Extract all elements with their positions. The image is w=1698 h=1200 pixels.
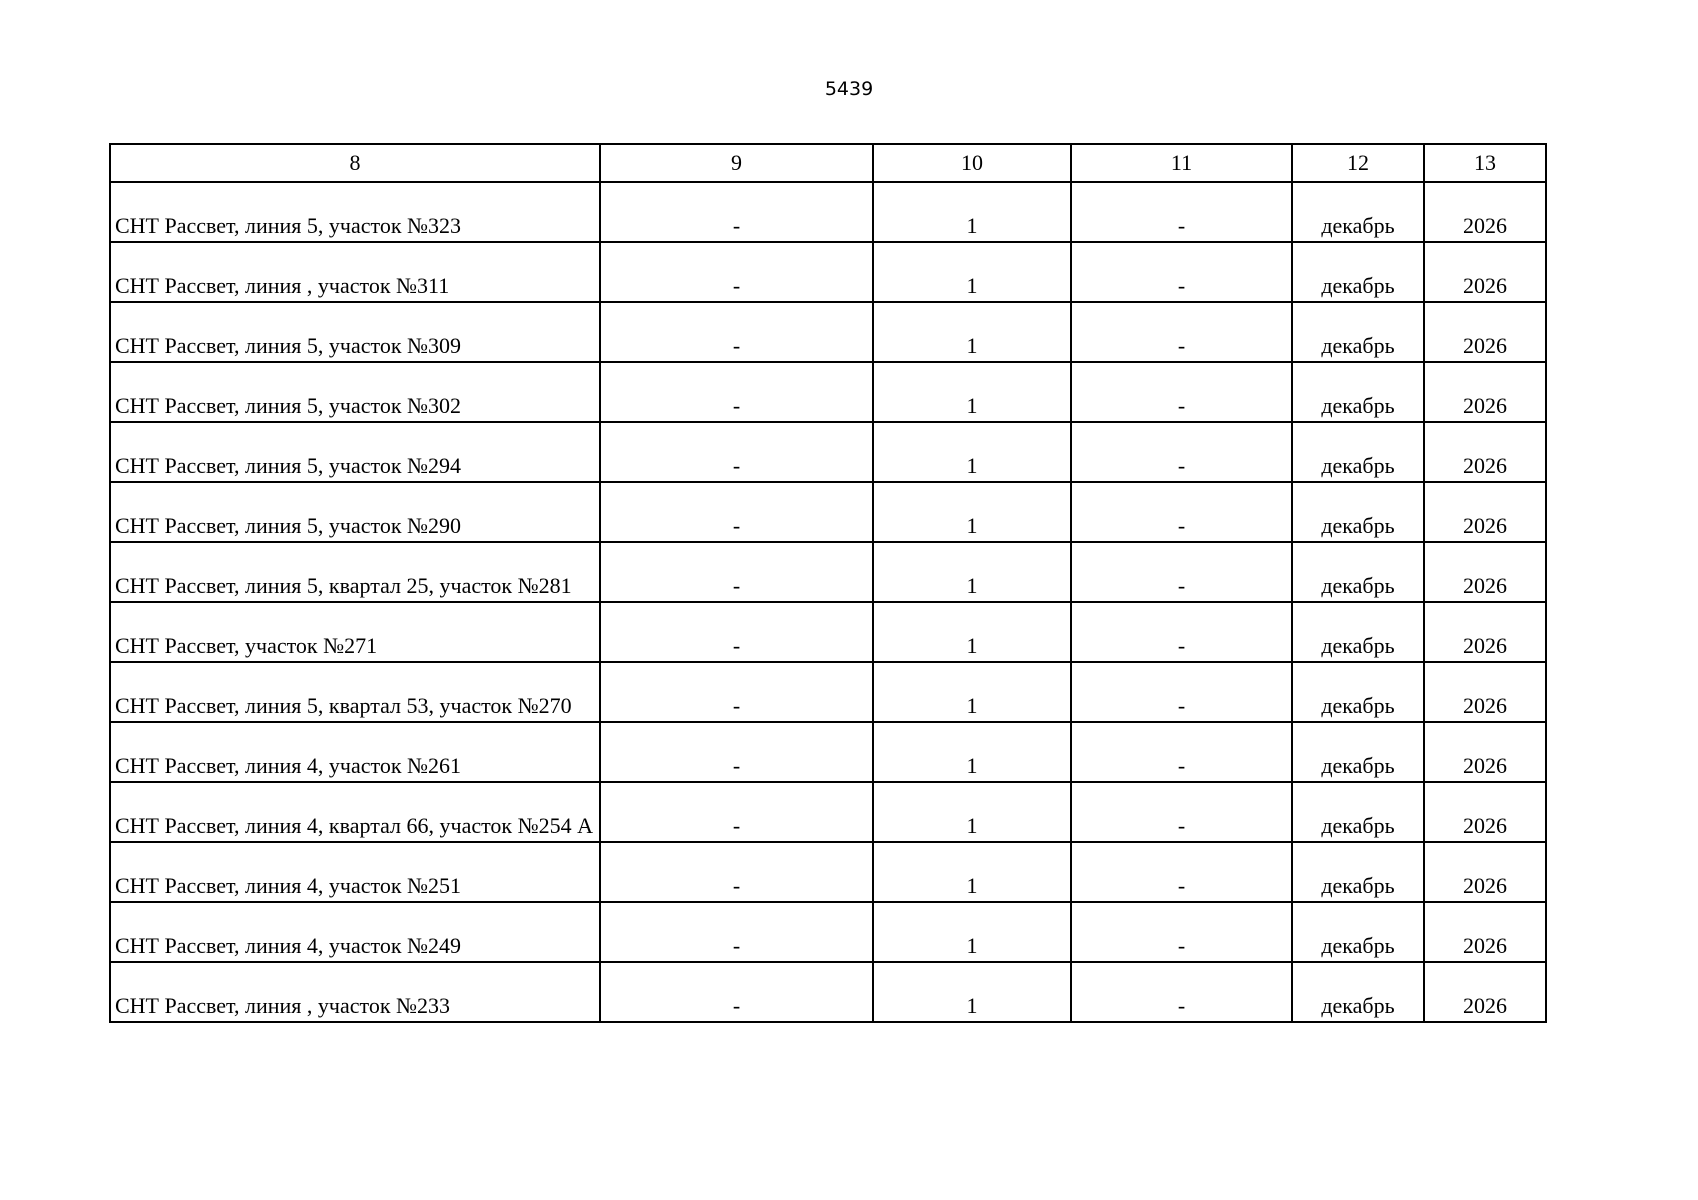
col11-cell: - <box>1071 422 1292 482</box>
col11-cell: - <box>1071 782 1292 842</box>
column-header: 12 <box>1292 144 1424 182</box>
quantity-cell: 1 <box>873 962 1071 1022</box>
quantity-cell: 1 <box>873 902 1071 962</box>
address-cell: СНТ Рассвет, участок №271 <box>110 602 600 662</box>
quantity-cell: 1 <box>873 782 1071 842</box>
year-cell: 2026 <box>1424 542 1546 602</box>
month-cell: декабрь <box>1292 782 1424 842</box>
table-row <box>110 662 1546 722</box>
year-cell: 2026 <box>1424 962 1546 1022</box>
col9-cell: - <box>600 242 873 302</box>
month-cell: декабрь <box>1292 842 1424 902</box>
year-cell: 2026 <box>1424 722 1546 782</box>
address-cell: СНТ Рассвет, линия , участок №311 <box>110 242 600 302</box>
col9-cell: - <box>600 302 873 362</box>
col11-cell: - <box>1071 362 1292 422</box>
address-cell: СНТ Рассвет, линия 5, участок №294 <box>110 422 600 482</box>
table-row <box>110 302 1546 362</box>
col9-cell: - <box>600 542 873 602</box>
month-cell: декабрь <box>1292 602 1424 662</box>
column-header: 8 <box>110 144 600 182</box>
year-cell: 2026 <box>1424 422 1546 482</box>
year-cell: 2026 <box>1424 902 1546 962</box>
address-cell: СНТ Рассвет, линия 4, участок №261 <box>110 722 600 782</box>
col9-cell: - <box>600 602 873 662</box>
col9-cell: - <box>600 902 873 962</box>
col9-cell: - <box>600 362 873 422</box>
address-cell: СНТ Рассвет, линия 5, квартал 53, участок №270 <box>110 662 600 722</box>
col9-cell: - <box>600 662 873 722</box>
table-row <box>110 602 1546 662</box>
table-row <box>110 482 1546 542</box>
col11-cell: - <box>1071 242 1292 302</box>
year-cell: 2026 <box>1424 302 1546 362</box>
col9-cell: - <box>600 422 873 482</box>
month-cell: декабрь <box>1292 242 1424 302</box>
month-cell: декабрь <box>1292 302 1424 362</box>
quantity-cell: 1 <box>873 242 1071 302</box>
year-cell: 2026 <box>1424 362 1546 422</box>
table-row <box>110 422 1546 482</box>
table-row <box>110 962 1546 1022</box>
data-table <box>109 143 1547 1023</box>
col11-cell: - <box>1071 542 1292 602</box>
col11-cell: - <box>1071 722 1292 782</box>
address-cell: СНТ Рассвет, линия 5, квартал 25, участок №281 <box>110 542 600 602</box>
month-cell: декабрь <box>1292 422 1424 482</box>
col9-cell: - <box>600 182 873 242</box>
month-cell: декабрь <box>1292 182 1424 242</box>
address-cell: СНТ Рассвет, линия 4, участок №249 <box>110 902 600 962</box>
address-cell: СНТ Рассвет, линия 5, участок №302 <box>110 362 600 422</box>
table-row <box>110 902 1546 962</box>
col9-cell: - <box>600 482 873 542</box>
month-cell: декабрь <box>1292 722 1424 782</box>
col9-cell: - <box>600 962 873 1022</box>
col11-cell: - <box>1071 182 1292 242</box>
quantity-cell: 1 <box>873 362 1071 422</box>
col11-cell: - <box>1071 602 1292 662</box>
quantity-cell: 1 <box>873 182 1071 242</box>
page-number: 5439 <box>824 78 874 100</box>
quantity-cell: 1 <box>873 602 1071 662</box>
table-row <box>110 782 1546 842</box>
quantity-cell: 1 <box>873 842 1071 902</box>
year-cell: 2026 <box>1424 482 1546 542</box>
address-cell: СНТ Рассвет, линия 5, участок №323 <box>110 182 600 242</box>
col11-cell: - <box>1071 662 1292 722</box>
column-header: 13 <box>1424 144 1546 182</box>
column-header: 9 <box>600 144 873 182</box>
table-row <box>110 182 1546 242</box>
year-cell: 2026 <box>1424 602 1546 662</box>
col9-cell: - <box>600 782 873 842</box>
table-row <box>110 542 1546 602</box>
column-header: 11 <box>1071 144 1292 182</box>
col11-cell: - <box>1071 842 1292 902</box>
address-cell: СНТ Рассвет, линия 5, участок №309 <box>110 302 600 362</box>
quantity-cell: 1 <box>873 302 1071 362</box>
table-header-row <box>110 144 1546 182</box>
year-cell: 2026 <box>1424 662 1546 722</box>
table-row <box>110 362 1546 422</box>
year-cell: 2026 <box>1424 782 1546 842</box>
year-cell: 2026 <box>1424 182 1546 242</box>
year-cell: 2026 <box>1424 242 1546 302</box>
address-cell: СНТ Рассвет, линия 5, участок №290 <box>110 482 600 542</box>
col11-cell: - <box>1071 482 1292 542</box>
table-row <box>110 842 1546 902</box>
table-row <box>110 242 1546 302</box>
month-cell: декабрь <box>1292 482 1424 542</box>
quantity-cell: 1 <box>873 662 1071 722</box>
address-cell: СНТ Рассвет, линия , участок №233 <box>110 962 600 1022</box>
address-cell: СНТ Рассвет, линия 4, квартал 66, участок №254 А <box>110 782 600 842</box>
month-cell: декабрь <box>1292 662 1424 722</box>
col11-cell: - <box>1071 962 1292 1022</box>
quantity-cell: 1 <box>873 542 1071 602</box>
month-cell: декабрь <box>1292 362 1424 422</box>
address-cell: СНТ Рассвет, линия 4, участок №251 <box>110 842 600 902</box>
month-cell: декабрь <box>1292 542 1424 602</box>
quantity-cell: 1 <box>873 722 1071 782</box>
month-cell: декабрь <box>1292 902 1424 962</box>
col9-cell: - <box>600 722 873 782</box>
month-cell: декабрь <box>1292 962 1424 1022</box>
table-row <box>110 722 1546 782</box>
quantity-cell: 1 <box>873 422 1071 482</box>
column-header: 10 <box>873 144 1071 182</box>
quantity-cell: 1 <box>873 482 1071 542</box>
col11-cell: - <box>1071 902 1292 962</box>
col9-cell: - <box>600 842 873 902</box>
col11-cell: - <box>1071 302 1292 362</box>
year-cell: 2026 <box>1424 842 1546 902</box>
